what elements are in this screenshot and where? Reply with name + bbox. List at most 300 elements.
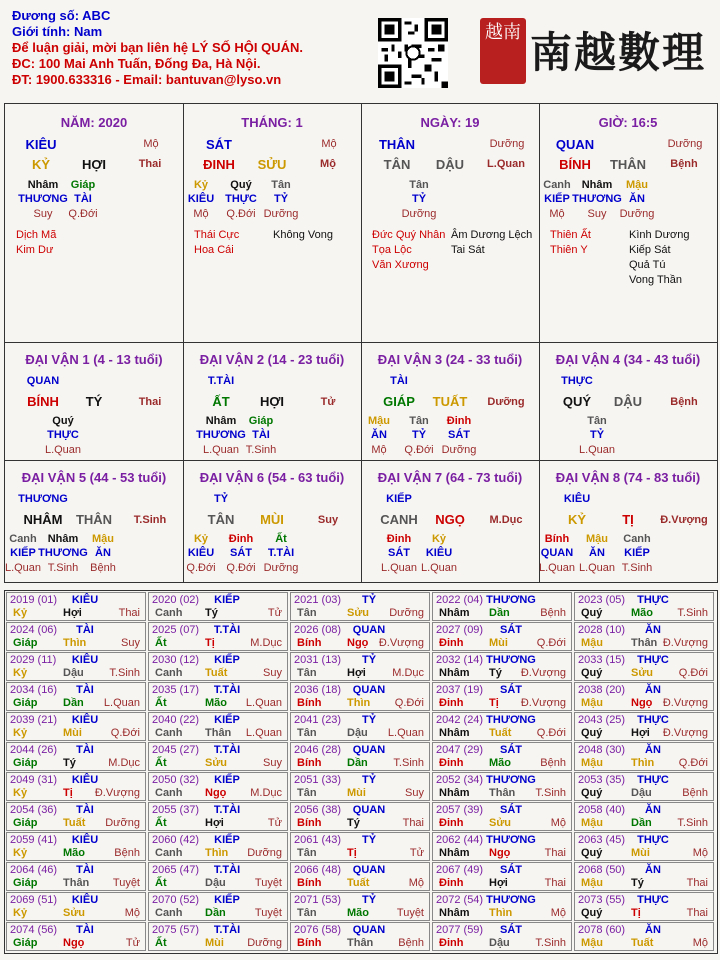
year-stem: Tân <box>297 787 317 799</box>
earthly-branch: NGỌ <box>435 512 465 527</box>
star-name: Kình Dương <box>629 229 690 241</box>
year-branch: Hợi <box>347 667 366 679</box>
year-label: 2040 (22) <box>152 714 200 726</box>
dai-van-cell <box>5 343 183 461</box>
year-stage: Tử <box>267 607 282 619</box>
year-branch: Dậu <box>205 877 226 889</box>
hidden-god: SÁT <box>388 547 410 559</box>
year-branch: Tuất <box>205 667 228 679</box>
year-god: THỰC <box>637 774 669 786</box>
year-god: THỰC <box>637 654 669 666</box>
year-label: 2052 (34) <box>436 774 484 786</box>
year-stage: T.Sinh <box>677 817 708 829</box>
branch-stage: Thai <box>138 396 162 408</box>
year-stage: Thai <box>544 847 566 859</box>
year-god: QUAN <box>352 924 386 936</box>
stem-stage: Dưỡng <box>667 138 703 150</box>
year-cell[interactable] <box>574 892 714 921</box>
year-stem: Tân <box>297 847 317 859</box>
year-cell[interactable] <box>290 862 430 891</box>
year-stage: T.Sinh <box>109 667 140 679</box>
year-cell[interactable] <box>290 652 430 681</box>
year-branch: Hợi <box>205 817 224 829</box>
year-branch: Thân <box>205 727 232 739</box>
stem-stage: Mộ <box>143 138 159 150</box>
pillar-cell <box>183 104 361 342</box>
year-label: 2078 (60) <box>578 924 626 936</box>
year-stem: Mậu <box>581 757 603 769</box>
hidden-stage: Dưỡng <box>441 444 477 456</box>
brand-logo <box>478 8 710 98</box>
year-label: 2051 (33) <box>294 774 342 786</box>
year-branch: Mão <box>63 847 85 859</box>
stem-god: THỰC <box>561 375 593 387</box>
earthly-branch: TỊ <box>622 512 634 527</box>
year-stem: Canh <box>155 607 183 619</box>
year-cell[interactable] <box>6 772 146 801</box>
year-cell[interactable] <box>148 922 288 951</box>
hidden-stage: Dưỡng <box>263 208 299 220</box>
pillar-cell <box>361 104 539 342</box>
year-stage: Đ.Vượng <box>378 637 424 649</box>
year-branch: Tý <box>205 607 218 619</box>
year-cell[interactable] <box>290 892 430 921</box>
year-branch: Mão <box>347 907 369 919</box>
year-cell[interactable] <box>432 742 572 771</box>
year-label: 2049 (31) <box>10 774 58 786</box>
year-god: KIÊU <box>71 834 99 846</box>
year-cell[interactable] <box>6 862 146 891</box>
year-branch: Tị <box>205 637 215 649</box>
year-label: 2038 (20) <box>578 684 626 696</box>
year-god: T.TÀI <box>213 804 241 816</box>
star-name: Đức Quý Nhân <box>372 229 446 241</box>
year-branch: Thìn <box>489 907 513 919</box>
year-branch: Mão <box>489 757 511 769</box>
year-god: ĂN <box>645 804 661 816</box>
hidden-stem: Nhâm <box>27 179 59 191</box>
year-cell[interactable] <box>148 802 288 831</box>
hidden-stage: Q.Đới <box>404 444 434 456</box>
year-stem: Ất <box>155 877 167 889</box>
year-cell[interactable] <box>148 682 288 711</box>
heavenly-stem: TÂN <box>383 157 411 172</box>
phone-email: ĐT: 1900.633316 - Email: bantuvan@lyso.vn <box>12 72 282 87</box>
year-label: 2033 (15) <box>578 654 626 666</box>
year-cell[interactable] <box>148 832 288 861</box>
year-cell[interactable] <box>432 652 572 681</box>
year-label: 2030 (12) <box>152 654 200 666</box>
year-cell[interactable] <box>290 772 430 801</box>
hidden-stage: T.Sinh <box>245 444 277 456</box>
year-god: KIẾP <box>214 894 240 906</box>
year-branch: Sửu <box>63 907 86 919</box>
year-stem: Bính <box>297 637 322 649</box>
hidden-stem: Kỷ <box>431 533 447 545</box>
earthly-branch: HỢI <box>81 157 107 172</box>
year-god: SÁT <box>500 624 522 636</box>
year-branch: Mão <box>631 607 653 619</box>
star-name: Dịch Mã <box>16 229 57 241</box>
dai-van-title: ĐẠI VẬN 8 (74 - 83 tuổi) <box>555 470 701 485</box>
earthly-branch: THÂN <box>609 157 647 172</box>
year-stage: M.Dục <box>108 757 140 769</box>
dai-van-title: ĐẠI VẬN 4 (34 - 43 tuổi) <box>555 352 701 367</box>
year-branch: Ngọ <box>63 937 85 949</box>
year-stem: Bính <box>297 697 322 709</box>
star-name: Kim Dư <box>16 244 54 256</box>
address: ĐC: 100 Mai Anh Tuấn, Đống Đa, Hà Nội. <box>12 56 261 71</box>
year-cell[interactable] <box>148 862 288 891</box>
year-label: 2077 (59) <box>436 924 484 936</box>
year-god: KIẾP <box>214 834 240 846</box>
year-cell[interactable] <box>574 922 714 951</box>
year-cell[interactable] <box>432 592 572 621</box>
star-name: Không Vong <box>273 229 333 241</box>
year-stem: Nhâm <box>439 727 470 739</box>
year-stem: Quý <box>581 607 603 619</box>
year-god: THỰC <box>637 594 669 606</box>
year-label: 2026 (08) <box>294 624 342 636</box>
logo-seal: 越南 <box>480 18 526 84</box>
year-branch: Mùi <box>347 787 366 799</box>
year-god: THỰC <box>637 714 669 726</box>
hidden-stage: Q.Đới <box>226 208 256 220</box>
hidden-god: SÁT <box>448 429 470 441</box>
year-branch: Dần <box>631 817 652 829</box>
year-cell[interactable] <box>290 682 430 711</box>
year-branch: Tị <box>631 907 641 919</box>
year-cell[interactable] <box>6 742 146 771</box>
year-branch: Sửu <box>205 757 228 769</box>
hidden-god: KIẾP <box>10 547 36 559</box>
pillar-title: GIỜ: 16:5 <box>598 115 658 130</box>
stem-god: KIẾP <box>386 493 412 505</box>
year-stage: Bệnh <box>682 787 708 799</box>
year-god: KIẾP <box>214 594 240 606</box>
star-name: Thái Cực <box>194 229 240 241</box>
year-cell[interactable] <box>290 742 430 771</box>
year-cell[interactable] <box>6 652 146 681</box>
year-cell[interactable] <box>148 712 288 741</box>
year-god: TÀI <box>76 804 94 816</box>
stem-god: KIÊU <box>25 137 57 152</box>
year-stage: Bệnh <box>114 847 140 859</box>
year-stage: T.Sinh <box>677 607 708 619</box>
hidden-stage: Mộ <box>549 208 565 220</box>
logo-text: 南越數理 <box>530 28 707 77</box>
year-stem: Giáp <box>13 757 38 769</box>
year-label: 2063 (45) <box>578 834 626 846</box>
year-branch: Thìn <box>347 697 371 709</box>
year-cell[interactable] <box>432 772 572 801</box>
hidden-god: ĂN <box>629 193 645 205</box>
year-stage: Dưỡng <box>247 847 282 859</box>
hidden-stem: Giáp <box>70 179 96 191</box>
dai-van-title: ĐẠI VẬN 1 (4 - 13 tuổi) <box>25 352 163 367</box>
hidden-god: THỰC <box>47 429 79 441</box>
year-cell[interactable] <box>148 652 288 681</box>
year-cell[interactable] <box>574 862 714 891</box>
year-stem: Kỷ <box>13 607 28 619</box>
year-stage: Suy <box>263 757 282 769</box>
year-cell[interactable] <box>148 592 288 621</box>
year-cell[interactable] <box>148 772 288 801</box>
year-stem: Quý <box>581 847 603 859</box>
year-god: QUAN <box>352 804 386 816</box>
year-stage: M.Dục <box>250 787 282 799</box>
hidden-stem: Nhâm <box>581 179 613 191</box>
year-label: 2076 (58) <box>294 924 342 936</box>
year-cell[interactable] <box>432 622 572 651</box>
year-god: KIẾP <box>214 714 240 726</box>
year-stem: Canh <box>155 667 183 679</box>
year-cell[interactable] <box>574 832 714 861</box>
year-stage: L.Quan <box>387 727 424 739</box>
year-label: 2064 (46) <box>10 864 58 876</box>
pillar-title: THÁNG: 1 <box>241 115 303 130</box>
hidden-stage: T.Sinh <box>621 562 653 574</box>
year-stem: Tân <box>297 667 317 679</box>
branch-stage: Đ.Vượng <box>660 514 708 526</box>
year-branch: Hợi <box>631 727 650 739</box>
year-stem: Quý <box>581 667 603 679</box>
year-cell[interactable] <box>6 622 146 651</box>
year-cell[interactable] <box>574 772 714 801</box>
star-list-left <box>194 228 239 258</box>
year-god: T.TÀI <box>213 624 241 636</box>
year-label: 2032 (14) <box>436 654 484 666</box>
year-cell[interactable] <box>432 832 572 861</box>
year-label: 2037 (19) <box>436 684 484 696</box>
pillar-cell <box>5 104 183 342</box>
hidden-stem: Tân <box>271 179 291 191</box>
year-cell[interactable] <box>432 892 572 921</box>
pillar-title: NGÀY: 19 <box>420 115 480 130</box>
year-branch: Tý <box>347 817 360 829</box>
heavenly-stem: BÍNH <box>27 394 59 409</box>
year-god: THƯƠNG <box>486 594 536 606</box>
year-label: 2044 (26) <box>10 744 58 756</box>
year-branch: Dậu <box>489 937 510 949</box>
year-stage: Tuyệt <box>254 907 282 919</box>
hidden-stem: Kỷ <box>193 533 209 545</box>
year-cell[interactable] <box>432 802 572 831</box>
year-cell[interactable] <box>6 592 146 621</box>
year-label: 2025 (07) <box>152 624 200 636</box>
year-god: KIÊU <box>71 714 99 726</box>
year-label: 2072 (54) <box>436 894 484 906</box>
hidden-god: THỰC <box>225 193 257 205</box>
year-cell[interactable] <box>574 802 714 831</box>
year-label: 2050 (32) <box>152 774 200 786</box>
hidden-stage: L.Quan <box>578 562 616 574</box>
earthly-branch: SỬU <box>257 157 287 172</box>
hidden-stage: L.Quan <box>578 444 616 456</box>
year-branch: Tuất <box>631 937 654 949</box>
star-name: Thiên Ất <box>550 229 591 241</box>
dai-van-title: ĐẠI VẬN 7 (64 - 73 tuổi) <box>377 470 523 485</box>
branch-stage: Bệnh <box>670 396 698 408</box>
year-stage: Đ.Vượng <box>662 697 708 709</box>
year-god: T.TÀI <box>213 924 241 936</box>
year-label: 2068 (50) <box>578 864 626 876</box>
year-cell[interactable] <box>148 622 288 651</box>
year-stage: Mộ <box>124 907 140 919</box>
year-stage: Dưỡng <box>105 817 140 829</box>
year-god: TÀI <box>76 684 94 696</box>
year-cell[interactable] <box>574 682 714 711</box>
year-branch: Ngọ <box>489 847 511 859</box>
year-stage: Q.Đới <box>678 667 708 679</box>
year-branch: Sửu <box>631 667 654 679</box>
heavenly-stem: KỶ <box>567 512 587 527</box>
qr-code-icon[interactable] <box>378 18 448 88</box>
year-label: 2027 (09) <box>436 624 484 636</box>
hidden-stem: Quý <box>230 179 252 191</box>
year-label: 2056 (38) <box>294 804 342 816</box>
hidden-stem: Mậu <box>368 415 390 427</box>
hidden-stem: Nhâm <box>205 415 237 427</box>
hidden-god: ĂN <box>589 547 605 559</box>
earthly-branch: TUẤT <box>432 394 468 409</box>
year-god: THƯƠNG <box>486 894 536 906</box>
year-label: 2060 (42) <box>152 834 200 846</box>
year-god: KIÊU <box>71 594 99 606</box>
year-stem: Tân <box>297 607 317 619</box>
hidden-god: ĂN <box>95 547 111 559</box>
year-stem: Đinh <box>439 937 464 949</box>
year-stem: Giáp <box>13 817 38 829</box>
year-cell[interactable] <box>6 682 146 711</box>
year-cell[interactable] <box>574 652 714 681</box>
year-stage: Mộ <box>550 817 566 829</box>
year-cell[interactable] <box>432 682 572 711</box>
hidden-stem: Nhâm <box>47 533 79 545</box>
year-stem: Kỷ <box>13 907 28 919</box>
year-god: THƯƠNG <box>486 654 536 666</box>
year-stage: T.Sinh <box>535 787 566 799</box>
hidden-god: TỶ <box>411 429 427 441</box>
year-stem: Đinh <box>439 817 464 829</box>
stem-god: T.TÀI <box>207 375 235 387</box>
hidden-stem: Mậu <box>92 533 114 545</box>
year-branch: Mùi <box>63 727 82 739</box>
year-stem: Kỷ <box>13 787 28 799</box>
hidden-god: TỶ <box>273 193 289 205</box>
year-stem: Canh <box>155 727 183 739</box>
year-label: 2054 (36) <box>10 804 58 816</box>
year-stem: Nhâm <box>439 787 470 799</box>
chart-pillars-grid <box>4 103 718 583</box>
year-cell[interactable] <box>574 592 714 621</box>
year-cell[interactable] <box>574 622 714 651</box>
year-stage: M.Dục <box>250 637 282 649</box>
year-stage: Đ.Vượng <box>662 727 708 739</box>
year-stem: Kỷ <box>13 727 28 739</box>
year-cell[interactable] <box>432 712 572 741</box>
star-list-right <box>629 228 689 288</box>
star-list-left <box>16 228 56 258</box>
year-label: 2035 (17) <box>152 684 200 696</box>
year-branch: Mùi <box>631 847 650 859</box>
year-stem: Ất <box>155 937 167 949</box>
year-branch: Thân <box>489 787 516 799</box>
year-cell[interactable] <box>148 892 288 921</box>
hidden-stage: Suy <box>33 208 53 220</box>
year-stem: Bính <box>297 937 322 949</box>
year-cell[interactable] <box>290 802 430 831</box>
star-name: Tọa Lộc <box>372 244 412 256</box>
year-cell[interactable] <box>148 742 288 771</box>
year-label: 2021 (03) <box>294 594 342 606</box>
pillar-title: NĂM: 2020 <box>60 115 128 130</box>
year-cell[interactable] <box>6 832 146 861</box>
year-cell[interactable] <box>432 922 572 951</box>
year-god: SÁT <box>500 744 522 756</box>
year-stage: Đ.Vượng <box>94 787 140 799</box>
year-stem: Mậu <box>581 817 603 829</box>
year-stem: Ất <box>155 697 167 709</box>
year-cell[interactable] <box>6 712 146 741</box>
year-cell[interactable] <box>290 922 430 951</box>
year-stage: Mộ <box>550 907 566 919</box>
year-cell[interactable] <box>290 832 430 861</box>
year-cell[interactable] <box>290 592 430 621</box>
year-stem: Đinh <box>439 637 464 649</box>
year-god: QUAN <box>352 864 386 876</box>
year-label: 2057 (39) <box>436 804 484 816</box>
year-god: QUAN <box>352 684 386 696</box>
hidden-god: TỶ <box>411 193 427 205</box>
year-label: 2053 (35) <box>578 774 626 786</box>
year-stage: Thai <box>402 817 424 829</box>
year-cell[interactable] <box>574 742 714 771</box>
hidden-god: QUAN <box>540 547 574 559</box>
year-stage: Tử <box>267 817 282 829</box>
year-cell[interactable] <box>6 802 146 831</box>
year-cell[interactable] <box>432 862 572 891</box>
year-branch: Dậu <box>63 667 84 679</box>
year-label: 2028 (10) <box>578 624 626 636</box>
hidden-stage: L.Quan <box>538 562 576 574</box>
year-label: 2043 (25) <box>578 714 626 726</box>
year-cell[interactable] <box>6 892 146 921</box>
year-label: 2073 (55) <box>578 894 626 906</box>
star-name: Kiếp Sát <box>629 244 671 256</box>
year-cell[interactable] <box>290 622 430 651</box>
star-name: Thiên Y <box>550 244 588 256</box>
hidden-stem: Quý <box>52 415 74 427</box>
year-branch: Mùi <box>205 937 224 949</box>
year-cell[interactable] <box>290 712 430 741</box>
year-god: TÀI <box>76 864 94 876</box>
year-branch: Tị <box>347 847 357 859</box>
year-cell[interactable] <box>6 922 146 951</box>
year-cell[interactable] <box>574 712 714 741</box>
branch-stage: Bệnh <box>670 158 698 170</box>
stem-god: THƯƠNG <box>18 493 68 505</box>
heavenly-stem: BÍNH <box>559 157 591 172</box>
hidden-god: THƯƠNG <box>572 193 622 205</box>
year-branch: Dần <box>489 607 510 619</box>
star-name: Văn Xương <box>372 259 429 271</box>
year-stage: Đ.Vượng <box>520 697 566 709</box>
year-stem: Mậu <box>581 877 603 889</box>
stem-god: TỶ <box>213 493 229 505</box>
year-god: THƯƠNG <box>486 774 536 786</box>
year-label: 2062 (44) <box>436 834 484 846</box>
